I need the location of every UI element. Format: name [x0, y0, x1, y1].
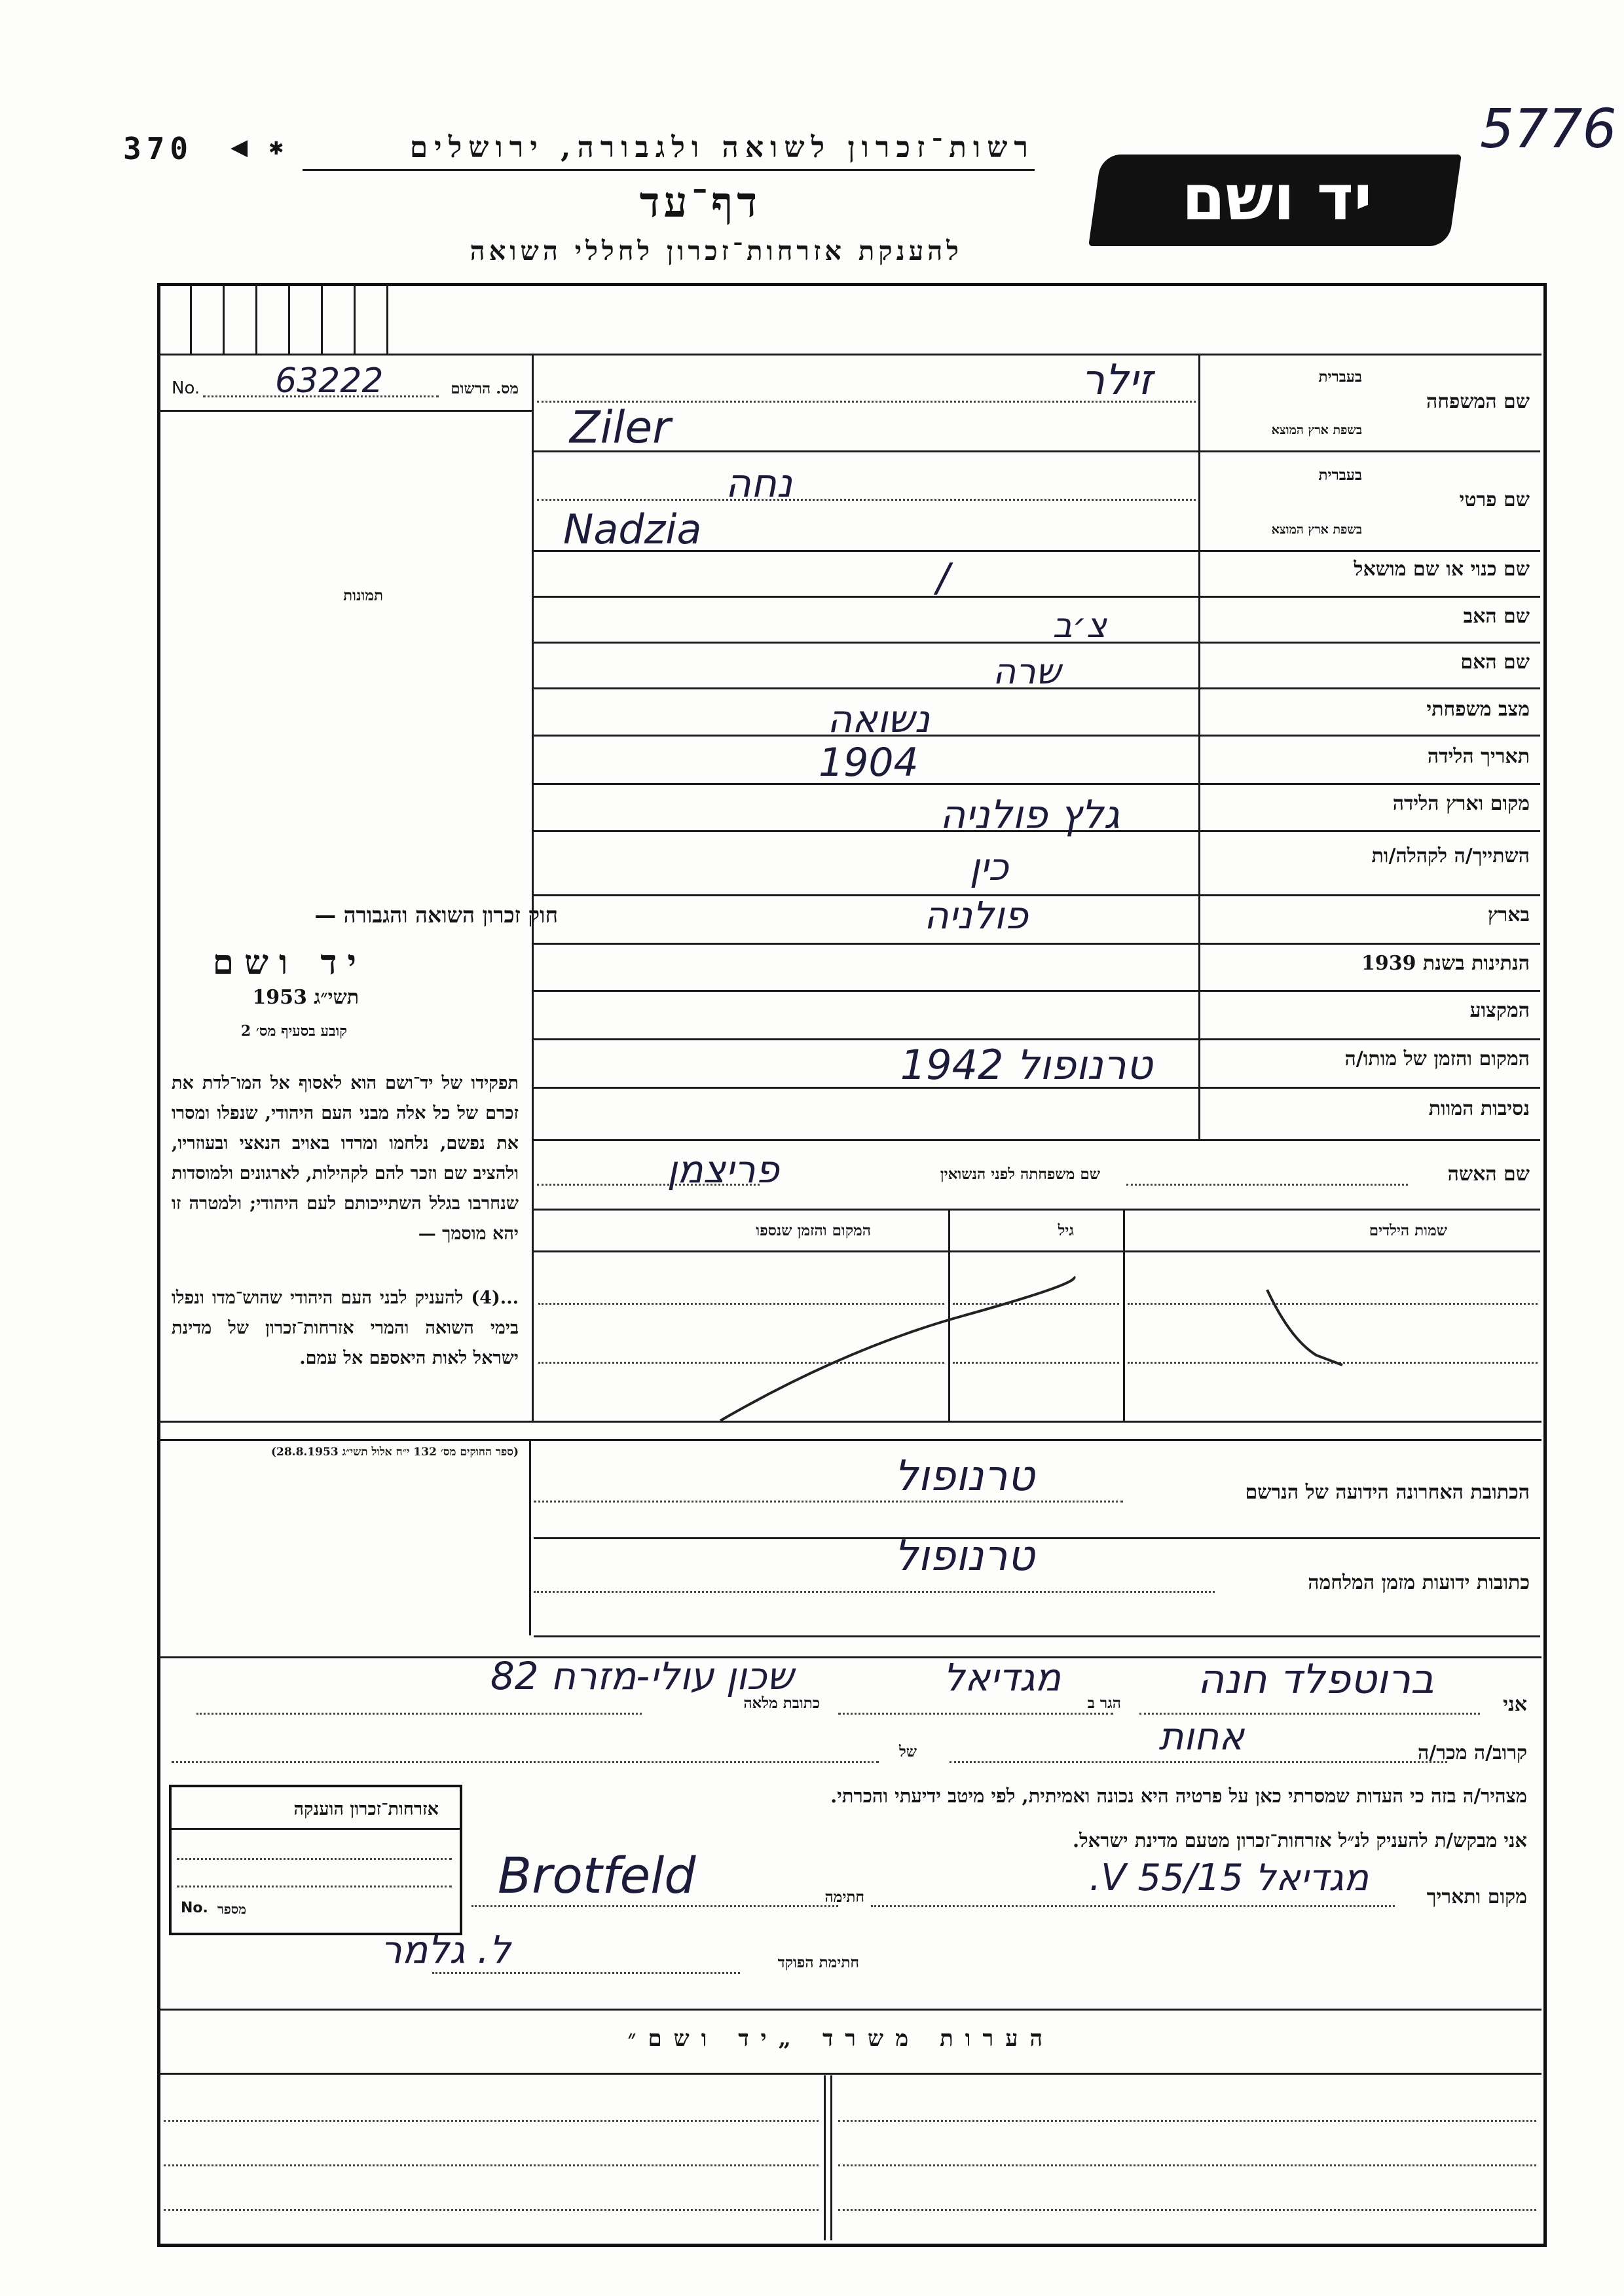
last-address-label: הכתובת האחרונה הידועה של הנרשם	[1245, 1481, 1530, 1504]
death-place-time-label: המקום והזמן של מותו/ה	[1344, 1048, 1530, 1070]
place-date-value: מגדיאל 15/V 55.	[1089, 1857, 1369, 1899]
form-subtitle: להענקת אזרחות־זכרון לחללי השואה	[470, 236, 963, 266]
firstname-hebrew-value: נחה	[725, 461, 792, 507]
country-value: פולניה	[923, 893, 1028, 938]
form-frame	[157, 283, 1547, 2247]
page-number: 370	[123, 131, 194, 166]
children-strike-mark	[714, 1270, 1080, 1427]
country-label: בארץ	[1487, 903, 1530, 926]
birth-place-label: מקום וארץ הלידה	[1392, 792, 1530, 815]
birth-date-value: 1904	[819, 740, 919, 786]
declarant-resides-label: הגר ב	[1087, 1694, 1121, 1712]
surname-origin-value: Ziler	[570, 402, 671, 454]
top-row-line	[158, 354, 1541, 355]
nickname-label: שם כנוי או שם מושאל	[1354, 558, 1530, 581]
relative-label: קרוב/ה מכר/ה	[1418, 1741, 1527, 1764]
declarant-name: ברוטפלד חנה	[1197, 1655, 1434, 1703]
full-address-value: שכון עולי-מזרח 82	[490, 1654, 794, 1698]
small-mark-icon: ✱	[268, 137, 284, 159]
citizenship-granted-title: אזרחות־זכרון הוענקה	[293, 1799, 439, 1819]
firstname-hebrew-sublabel: בעברית	[1318, 466, 1362, 484]
marital-status-label: מצב משפחתי	[1426, 698, 1530, 721]
surname-hebrew-value: זילר	[1081, 356, 1153, 405]
small-arrow-mark-icon: ◀	[231, 134, 248, 160]
law-title: חוק זכרון השואה והגבורה —	[314, 902, 558, 928]
wartime-address-label: כתובות ידועות מזמן המלחמה	[1308, 1571, 1530, 1594]
authority-underline	[303, 169, 1035, 171]
photo-label: תמונות	[343, 587, 383, 604]
declarant-i-label: אני	[1503, 1693, 1527, 1716]
father-name-value: צ׳ב	[1052, 606, 1107, 646]
declarant-residence: מגדיאל	[943, 1655, 1061, 1700]
notes-divider	[824, 2075, 826, 2240]
box-no-label: מספר	[217, 1901, 246, 1917]
declaration-text: מצהיר/ה בזה כי העדות שמסרתי כאן על פרטיה היא נכונה ואמיתית, לפי מיטב ידיעתי והכרתי.	[830, 1785, 1527, 1807]
registration-number: 63222	[275, 361, 384, 401]
wartime-address-value: טרנופול	[894, 1532, 1035, 1580]
children-place-header: המקום והזמן שנספו	[756, 1222, 871, 1239]
birth-date-label: תאריך הלידה	[1427, 745, 1530, 768]
marital-status-value: נשואה	[827, 697, 930, 741]
place-date-label: מקום ותאריך	[1426, 1886, 1527, 1908]
surname-hebrew-sublabel: בעברית	[1318, 368, 1362, 386]
children-age-header: גיל	[1058, 1222, 1074, 1239]
father-name-label: שם האב	[1463, 605, 1530, 628]
relation-value: אחות	[1158, 1714, 1244, 1758]
firstname-origin-value: Nadzia	[563, 505, 702, 553]
community-value: כין	[969, 845, 1008, 889]
registration-no-label: מס. הרשום	[451, 380, 519, 397]
children-names-header: שמות הילדים	[1369, 1222, 1447, 1239]
death-circumstances-label: נסיבות המוות	[1428, 1097, 1530, 1120]
form-title: דף־עד	[639, 178, 761, 227]
law-section-ref: קובע בסעיף מס׳ 2	[240, 1023, 347, 1040]
officer-signature: ל. גלמר	[380, 1927, 511, 1972]
nickname-value: /	[936, 555, 950, 601]
wife-name-label: שם האשה	[1447, 1163, 1530, 1186]
law-name: יד ושם	[212, 943, 367, 983]
children-name-strike-mark	[1257, 1280, 1349, 1372]
firstname-label: שם פרטי	[1459, 488, 1530, 511]
logo-text: יד ושם	[1181, 161, 1373, 234]
law-paragraph-2: ...(4) להעניק לבני העם היהודי שהוש־מדו ונפלו בימי השואה והמרי אזרחות־זכרון של מדינת ישראל לאות היאספם אל עמם.	[172, 1288, 519, 1368]
law-year: תשי״ג 1953	[252, 986, 359, 1009]
wife-maiden-name-value: פריצמן	[667, 1147, 779, 1192]
request-text: אני מבקש/ת להעניק לנ״ל אזרחות־זכרון מטעם מדינת ישראל.	[1073, 1829, 1527, 1851]
death-place-time-value: טרנופול 1942	[900, 1041, 1153, 1089]
handwritten-number: 5776	[1480, 98, 1617, 160]
box-no-label-en: No.	[181, 1900, 208, 1916]
profession-label: המקצוע	[1469, 999, 1530, 1022]
law-citation: (ספר החוקים מס׳ 132 י״ח אלול תשי״ג 28.8.1953)	[270, 1446, 519, 1459]
notes-title: הערות משרד „יד ושם״	[627, 2026, 1054, 2052]
nationality-1939-label: הנתינות בשנת 1939	[1361, 952, 1530, 975]
authority-title: רשות־זכרון לשואה ולגבורה, ירושלים	[409, 131, 1035, 164]
firstname-origin-sublabel: בשפת ארץ המוצא	[1271, 522, 1362, 537]
law-paragraph-1: תפקידו של יד־ושם הוא לאסוף אל המו־לדת את זכרם של כל אלה מבני העם היהודי, שנפלו ומסרו את נפשם, נלחמו ומרדו באויב הנאצי ובעוזריו, ולהציב שם וזכר להם לקהילות, לארגונים ולמוסדות שנחרבו בגלל השתייכותם לעם היהודי; ולמטרה זו יהא מוסמך —	[172, 1073, 519, 1244]
registration-no-label-en: No.	[172, 378, 200, 398]
wife-maiden-name-label: שם משפחתה לפני הנשואין	[940, 1165, 1100, 1183]
surname-origin-sublabel: בשפת ארץ המוצא	[1271, 423, 1362, 437]
full-address-label: כתובת מלאה	[743, 1694, 820, 1712]
officer-signature-label: חתימת הפוקד	[777, 1954, 859, 1971]
community-label: השתייך/ה לקהלה/ות	[1371, 845, 1530, 867]
of-label: של	[898, 1743, 917, 1760]
left-column-divider	[532, 354, 534, 1421]
declarant-signature: Brotfeld	[498, 1846, 696, 1904]
signature-label: חתימה	[824, 1888, 864, 1906]
mother-name-value: שרה	[992, 651, 1061, 692]
mother-name-label: שם האם	[1460, 651, 1530, 674]
last-address-value: טרנופול	[894, 1452, 1035, 1501]
surname-label: שם המשפחה	[1426, 390, 1530, 413]
birth-place-value: גלץ פולניה	[940, 792, 1120, 838]
